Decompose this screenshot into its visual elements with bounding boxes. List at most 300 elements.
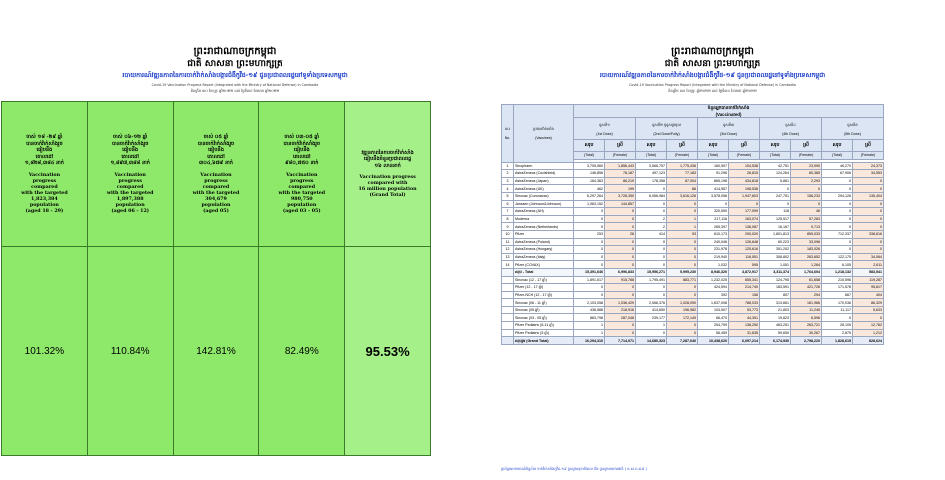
table-cell: 16,167	[760, 223, 791, 231]
table-cell: 595	[729, 261, 760, 269]
summary-percent: 101.32%	[24, 345, 65, 357]
table-cell: 161,966	[791, 299, 822, 307]
vaccine-name: សរុប - Total	[514, 268, 574, 276]
table-cell: 414	[636, 230, 667, 238]
table-cell: 287,048	[605, 314, 636, 322]
table-cell: 6,297,264	[574, 192, 605, 200]
table-cell: 0	[636, 261, 667, 269]
table-cell: 0	[853, 177, 884, 185]
table-cell: 30,267	[791, 329, 822, 337]
summary-percent: 82.49%	[284, 345, 319, 357]
row-number: 6	[502, 200, 514, 208]
table-cell: 122,175	[822, 253, 853, 261]
summary-head	[174, 102, 259, 247]
table-cell: 0	[791, 200, 822, 208]
table-cell: 290,020	[729, 230, 760, 238]
table-cell: 294,126	[822, 192, 853, 200]
row-number: 9	[502, 223, 514, 231]
table-cell: 0	[574, 253, 605, 261]
vaccine-name: AstraZeneca (Hungary)	[514, 246, 574, 254]
table-cell: 828,624	[853, 337, 884, 345]
table-cell: 0	[605, 238, 636, 246]
table-cell: 1,764,604	[791, 268, 822, 276]
table-cell: 136,087	[729, 223, 760, 231]
table-cell: 313,661	[760, 299, 791, 307]
table-cell: 240,046	[698, 238, 729, 246]
table-cell: 421,726	[791, 284, 822, 292]
row-number	[502, 284, 514, 292]
table-cell: 1,828,615	[822, 337, 853, 345]
table-cell: 0	[667, 291, 698, 299]
table-cell: 59,650	[760, 329, 791, 337]
table-cell: 0	[853, 215, 884, 223]
table-cell: 0	[636, 253, 667, 261]
table-cell: 1,856,443	[605, 162, 636, 170]
table-cell: 0	[667, 238, 698, 246]
table-row	[502, 329, 884, 337]
total-header: សរុប	[636, 140, 667, 152]
dose-header: ដូសទី២ ឬដូសប្រមូល (2nd Dose/Fully)	[636, 118, 698, 140]
vaccine-name: Sinovac (06 - 11 ឆ្នាំ)	[514, 299, 574, 307]
table-cell: 16,294,310	[574, 337, 605, 345]
table-row	[502, 322, 884, 330]
table-cell: 183,591	[760, 284, 791, 292]
row-number: 11	[502, 238, 514, 246]
vaccinated-header: ចំនួនអ្នកបានចាក់វ៉ាក់សាំង (Vaccinated)	[574, 105, 884, 118]
table-cell: 0	[636, 238, 667, 246]
table-cell: 0	[822, 314, 853, 322]
summary-en-label: Vaccination progress compared with the targeted 1,897,388 population (aged 06 - 12)	[106, 171, 154, 214]
table-cell: 214,740	[729, 284, 760, 292]
row-number	[502, 299, 514, 307]
table-cell: 217,116	[698, 215, 729, 223]
table-cell: 0	[729, 200, 760, 208]
table-cell: 33,096	[791, 238, 822, 246]
table-cell: 95,817	[853, 284, 884, 292]
vaccine-name: AstraZeneca (Japan)	[514, 177, 574, 185]
table-cell: 124,795	[760, 276, 791, 284]
row-number: 1	[502, 162, 514, 170]
total-en-header: (Total)	[760, 152, 791, 160]
summary-col-aged-06-12	[88, 102, 174, 455]
motto-heading: ជាតិ សាសនា ព្រះមហាក្សត្រ	[664, 59, 761, 69]
female-header: ស្រី	[729, 140, 760, 152]
table-cell: 46	[791, 208, 822, 216]
table-cell: 655,341	[729, 276, 760, 284]
table-cell: 1,637,008	[698, 299, 729, 307]
summary-panel	[0, 0, 470, 480]
table-row	[502, 306, 884, 314]
total-en-header: (Total)	[822, 152, 853, 160]
table-cell: 3,872,917	[729, 268, 760, 276]
table-cell: 14,680,323	[636, 337, 667, 345]
table-cell: 0	[574, 261, 605, 269]
table-cell: 1,801,813	[760, 230, 791, 238]
summary-col-aged-18-29	[2, 102, 88, 455]
row-number: 8	[502, 215, 514, 223]
row-number: 14	[502, 261, 514, 269]
table-cell: 3,578,058	[698, 192, 729, 200]
table-cell: 5,633	[853, 306, 884, 314]
table-cell: 1,051	[760, 261, 791, 269]
summary-percent: 110.84%	[110, 345, 150, 357]
table-cell: 2	[636, 223, 667, 231]
table-cell: 91,296	[698, 170, 729, 178]
table-cell: 667	[822, 291, 853, 299]
vaccine-name: Moderna	[514, 215, 574, 223]
report-title: របាយការណ៍វឌ្ឍនភាពនៃការចាក់វ៉ាក់សាំងបង្ការជំងឺកូវីដ-១៩ ជូនប្រជាពលរដ្ឋនៅទូទាំងប្រទេសកម្ពុជា	[599, 72, 826, 79]
table-cell: 160,597	[698, 162, 729, 170]
summary-col-aged-03-05	[259, 102, 345, 455]
table-cell: 135,404	[853, 192, 884, 200]
table-cell: 6,097,214	[729, 337, 760, 345]
table-cell: 0	[822, 238, 853, 246]
summary-en-label: Vaccination progress compared with the targeted 980,750 population (aged 03 - 05)	[278, 171, 326, 214]
female-header: ស្រី	[605, 140, 636, 152]
table-cell: 138,250	[729, 322, 760, 330]
table-cell: 1,232,025	[698, 276, 729, 284]
table-cell: 60,223	[760, 238, 791, 246]
table-cell: 0	[698, 200, 729, 208]
summary-percent: 95.53%	[365, 343, 410, 359]
table-cell: 12,762	[853, 322, 884, 330]
table-cell: 0	[667, 284, 698, 292]
summary-head	[345, 102, 430, 247]
vaccine-name: Pfizer-NCH (12 - 17 ឆ្នាំ)	[514, 291, 574, 299]
table-row	[502, 200, 884, 208]
table-cell: 196,982	[667, 306, 698, 314]
table-cell: 0	[574, 291, 605, 299]
table-cell: 0	[853, 208, 884, 216]
table-row	[502, 162, 884, 170]
table-row	[502, 284, 884, 292]
table-cell: 144,857	[605, 200, 636, 208]
report-date: គិតត្រឹម ៣០ ខែកុម្ភៈ ឆ្នាំ២០២២ ដល់ ថ្ងៃទី៣០ ខែមករា ឆ្នាំ២០២២	[190, 89, 280, 93]
table-cell: 2,875	[822, 329, 853, 337]
table-row	[502, 299, 884, 307]
table-cell: 265,397	[698, 223, 729, 231]
row-number: 10	[502, 230, 514, 238]
table-row	[502, 268, 884, 276]
table-cell: 0	[605, 291, 636, 299]
table-cell: 118	[760, 208, 791, 216]
table-cell: 172,149	[667, 314, 698, 322]
table-cell: 1	[667, 223, 698, 231]
table-cell: 0	[667, 322, 698, 330]
table-cell: 0	[636, 329, 667, 337]
table-cell: 86,219	[605, 177, 636, 185]
table-cell: 28,105	[822, 322, 853, 330]
table-cell: 171,578	[822, 284, 853, 292]
table-cell: 0	[636, 200, 667, 208]
table-cell: 1,036,429	[605, 299, 636, 307]
vaccine-name: AstraZeneca (Poland)	[514, 238, 574, 246]
summary-kh-label: ចាស់ ១៨ -២៩ ឆ្នាំ បានចាក់វ៉ាក់សាំងរួច ធៀបនឹង គោលដៅ ១,៨២៨,៣៨៤ នាក់	[24, 134, 64, 167]
table-cell: 0	[636, 246, 667, 254]
row-number: 4	[502, 185, 514, 193]
table-cell: 0	[636, 284, 667, 292]
table-cell: 404	[853, 291, 884, 299]
vaccine-name: Sinopharm	[514, 162, 574, 170]
table-row	[502, 230, 884, 238]
vaccine-name: AstraZeneca (UK)	[514, 185, 574, 193]
vaccine-name: Pfizer (COVAX)	[514, 261, 574, 269]
table-cell: 0	[636, 208, 667, 216]
dose-header: ដូសទី៤ (4th Dose)	[760, 118, 822, 140]
summary-head	[2, 102, 87, 247]
table-cell: 0	[605, 223, 636, 231]
source-note: ប្រព័ន្ធរបាយការណ៍ទិន្នន័យ ចាក់វ៉ាក់សាំងកូវីដ-១៩ ក្រសួងសុខាភិបាល និង ក្រសួងការពារជាតិ ( គ.ស.ក.ជ.ជ )	[501, 467, 647, 471]
summary-head	[259, 102, 344, 247]
table-cell: 6,596	[791, 314, 822, 322]
table-cell: 463,251	[760, 322, 791, 330]
table-cell: 34,553	[853, 170, 884, 178]
table-cell: 434,818	[729, 177, 760, 185]
table-cell: 23,990	[791, 162, 822, 170]
table-cell: 57,283	[791, 215, 822, 223]
table-cell: 0	[822, 200, 853, 208]
table-cell: 436,588	[574, 306, 605, 314]
table-cell: 24,373	[853, 162, 884, 170]
report-date: គិតត្រឹម ៣០ ខែកុម្ភៈ ឆ្នាំ២០២២ ដល់ ថ្ងៃទី៣០ ខែមករា ឆ្នាំ២០២២	[668, 89, 757, 93]
table-cell: 0	[760, 200, 791, 208]
table-cell: 125,616	[729, 246, 760, 254]
table-cell: 865,198	[698, 177, 729, 185]
motto-heading: ជាតិ សាសនា ព្រះមហាក្សត្រ	[187, 59, 283, 69]
table-cell: 424,594	[698, 284, 729, 292]
summary-col-aged-05	[174, 102, 260, 455]
table-cell: 0	[667, 253, 698, 261]
table-row	[502, 253, 884, 261]
table-cell: 6,105	[822, 261, 853, 269]
table-cell: 77,183	[667, 170, 698, 178]
table-cell: 3,616,126	[667, 192, 698, 200]
table-cell: 239,177	[636, 314, 667, 322]
table-cell: 0	[791, 185, 822, 193]
vaccine-name: Sinovac (12 - 17 ឆ្នាំ)	[514, 276, 574, 284]
table-cell: 9,713	[791, 223, 822, 231]
table-cell: 1,212	[853, 329, 884, 337]
table-row	[502, 276, 884, 284]
table-cell: 183,026	[791, 246, 822, 254]
table-cell: 308,802	[760, 253, 791, 261]
row-number	[502, 268, 514, 276]
table-cell: 1,891,517	[574, 276, 605, 284]
table-cell: 19,823	[760, 314, 791, 322]
table-cell: 462	[574, 185, 605, 193]
female-en-header: (Female)	[791, 152, 822, 160]
table-row	[502, 238, 884, 246]
table-cell: 5,861	[760, 177, 791, 185]
table-cell: 86	[667, 185, 698, 193]
table-cell: 610,173	[698, 230, 729, 238]
vaccine-name: Pfizer	[514, 230, 574, 238]
female-en-header: (Female)	[605, 152, 636, 160]
table-cell: 0	[667, 329, 698, 337]
row-number: 5	[502, 192, 514, 200]
row-number	[502, 314, 514, 322]
table-cell: 883,771	[667, 276, 698, 284]
table-cell: 60,385	[791, 170, 822, 178]
table-cell: 10,438,620	[698, 337, 729, 345]
table-row	[502, 177, 884, 185]
table-cell: 7,714,071	[605, 337, 636, 345]
table-cell: 0	[605, 253, 636, 261]
table-row	[502, 192, 884, 200]
table-cell: 15,391,646	[574, 268, 605, 276]
table-cell: 0	[822, 246, 853, 254]
table-cell: 210,596	[822, 276, 853, 284]
summary-head	[88, 102, 173, 247]
table-cell: 3,566,757	[636, 162, 667, 170]
table-cell: 859,033	[791, 230, 822, 238]
row-number	[502, 306, 514, 314]
table-cell: 0	[853, 246, 884, 254]
table-cell: 1,795,491	[636, 276, 667, 284]
vaccine-name: សរុបរួម (Grand Total)	[514, 337, 574, 345]
table-cell: 0	[574, 208, 605, 216]
table-cell: 1,947,603	[729, 192, 760, 200]
table-cell: 67,906	[822, 170, 853, 178]
table-cell: 0	[822, 177, 853, 185]
table-cell: 0	[667, 200, 698, 208]
table-cell: 103,507	[698, 306, 729, 314]
table-cell: 1	[636, 322, 667, 330]
table-cell: 338,616	[853, 230, 884, 238]
table-cell: 263,652	[791, 253, 822, 261]
table-cell: 44,351	[729, 314, 760, 322]
summary-en-label: Vaccination progress compared with 16 million population (Grand Total)	[358, 174, 417, 199]
table-cell: 86,329	[853, 299, 884, 307]
row-number	[502, 291, 514, 299]
table-cell: 177,099	[729, 208, 760, 216]
table-cell: 0	[636, 291, 667, 299]
row-number: 7	[502, 208, 514, 216]
female-header: ស្រី	[667, 140, 698, 152]
table-cell: 0	[667, 208, 698, 216]
female-en-header: (Female)	[729, 152, 760, 160]
table-cell: 116,551	[729, 253, 760, 261]
table-cell: 0	[822, 185, 853, 193]
table-cell: 21,803	[760, 306, 791, 314]
table-cell: 61,658	[791, 276, 822, 284]
table-cell: 1	[667, 215, 698, 223]
table-cell: 104,538	[729, 162, 760, 170]
table-cell: 3,728,350	[605, 192, 636, 200]
table-cell: 0	[574, 246, 605, 254]
table-cell: 2,066,376	[636, 299, 667, 307]
table-cell: 56,459	[698, 329, 729, 337]
table-cell: 807	[760, 291, 791, 299]
vaccine-name: Pfizer Pediatric (6-11 ឆ្នាំ)	[514, 322, 574, 330]
table-cell: 0	[760, 185, 791, 193]
table-cell: 42,751	[760, 162, 791, 170]
vaccine-name: Sinovac (03 - 05 ឆ្នាំ)	[514, 314, 574, 322]
table-cell: 53,773	[729, 306, 760, 314]
summary-kh-label: ចាស់ ០៥ ឆ្នាំ បានចាក់វ៉ាក់សាំងរួច ធៀបនឹង គោលដៅ ៣០៤,៦៧៩ នាក់	[197, 134, 235, 167]
table-cell: 11,117	[822, 306, 853, 314]
table-cell: 0	[853, 223, 884, 231]
summary-kh-label: វឌ្ឍនភាពនៃការចាក់វ៉ាក់សាំង ធៀបនឹងចំនួនប្រជាពលរដ្ឋ ១៦ លាននាក់	[361, 149, 414, 169]
table-cell: 263,721	[791, 322, 822, 330]
report-title: របាយការណ៍វឌ្ឍនភាពនៃការចាក់វ៉ាក់សាំងបង្ការជំងឺកូវីដ-១៩ ជូនប្រជាពលរដ្ឋនៅទូទាំងប្រទេសកម្ពុជា	[122, 72, 348, 79]
table-cell: 0	[667, 261, 698, 269]
table-cell: 0	[574, 223, 605, 231]
table-cell: 1,218,132	[822, 268, 853, 276]
table-cell: 0	[667, 246, 698, 254]
table-cell: 0	[574, 238, 605, 246]
table-cell: 1,028,090	[667, 299, 698, 307]
table-cell: 28	[605, 230, 636, 238]
row-number	[502, 276, 514, 284]
table-cell: 788,033	[729, 299, 760, 307]
table-cell: 93	[667, 230, 698, 238]
table-row	[502, 215, 884, 223]
vaccine-name: AstraZeneca (AH)	[514, 208, 574, 216]
table-cell: 231,978	[698, 246, 729, 254]
table-row	[502, 208, 884, 216]
table-cell: 6,066,984	[636, 192, 667, 200]
table-row	[502, 337, 884, 345]
total-en-header: (Total)	[636, 152, 667, 160]
table-cell: 0	[605, 208, 636, 216]
table-row	[502, 314, 884, 322]
vaccine-name: AstraZeneca (Netherlands)	[514, 223, 574, 231]
table-panel	[480, 0, 945, 480]
dose-header: ដូសទី៥ (5th Dose)	[822, 118, 884, 140]
table-cell: 199	[605, 185, 636, 193]
table-cell: 253	[574, 230, 605, 238]
table-cell: 76,187	[605, 170, 636, 178]
table-cell: 2,611	[853, 261, 884, 269]
total-header: សរុប	[698, 140, 729, 152]
female-en-header: (Female)	[853, 152, 884, 160]
table-cell: 46,270	[822, 162, 853, 170]
total-header: សរុប	[574, 140, 605, 152]
total-header: សរុប	[822, 140, 853, 152]
table-cell: 1,032	[698, 261, 729, 269]
table-cell: 1	[574, 322, 605, 330]
table-cell: 11,245	[791, 306, 822, 314]
vaccination-table	[501, 104, 884, 345]
total-en-header: (Total)	[574, 152, 605, 160]
table-cell: 6,174,930	[760, 337, 791, 345]
table-row	[502, 223, 884, 231]
female-en-header: (Female)	[667, 152, 698, 160]
vaccine-name: Janssen (Johnson&Johnson)	[514, 200, 574, 208]
row-number	[502, 329, 514, 337]
table-cell: 0	[822, 223, 853, 231]
table-cell: 1,775,436	[667, 162, 698, 170]
vaccine-name: Sinovac (05 ឆ្នាំ)	[514, 306, 574, 314]
summary-en-label: Vaccination progress compared with the targeted 1,823,384 population (aged 18 - 29)	[21, 171, 68, 214]
dose-header: ដូសទី៣ (3rd Dose)	[698, 118, 760, 140]
table-cell: 0	[853, 200, 884, 208]
kingdom-heading: ព្រះរាជាណាចក្រកម្ពុជា	[671, 46, 754, 57]
table-cell: 2,103,058	[574, 299, 605, 307]
table-cell: 0	[822, 215, 853, 223]
table-cell: 883,798	[574, 314, 605, 322]
table-row	[502, 185, 884, 193]
table-cell: 218,916	[605, 306, 636, 314]
table-cell: 164,363	[574, 177, 605, 185]
vaccine-name: AstraZeneca (Covishield)	[514, 170, 574, 178]
female-header: ស្រី	[791, 140, 822, 152]
table-cell: 0	[605, 215, 636, 223]
table-cell: 712,337	[822, 230, 853, 238]
table-cell: 3,311,374	[760, 268, 791, 276]
table-cell: 0	[605, 329, 636, 337]
